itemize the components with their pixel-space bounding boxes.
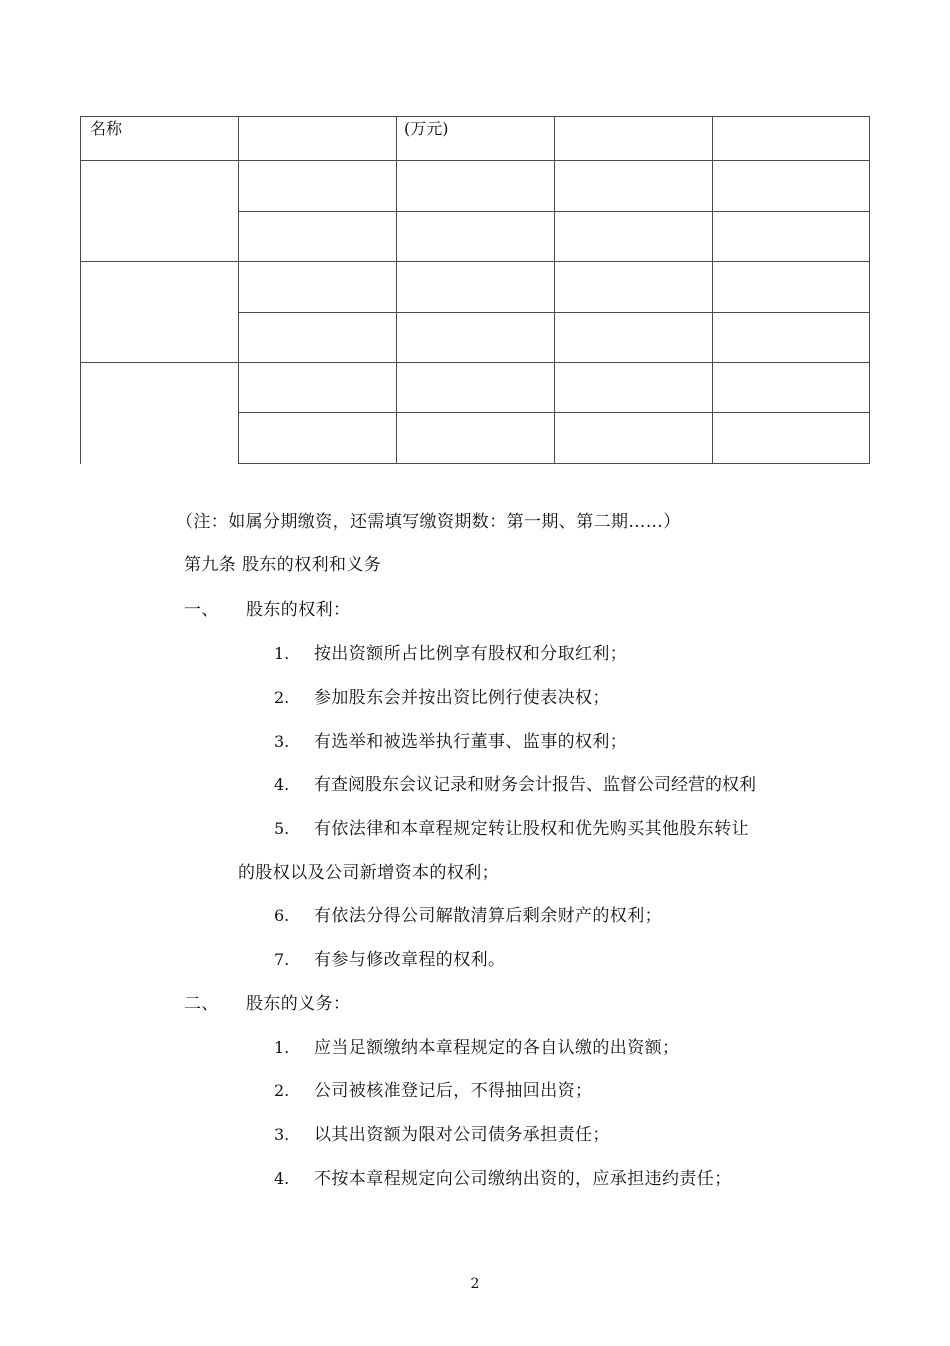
- list-item-text: 有参与修改章程的权利。: [314, 950, 506, 970]
- installment-note: （注：如属分期缴资，还需填写缴资期数：第一期、第二期……）: [176, 512, 681, 532]
- table-col-line: [396, 116, 397, 464]
- table-header-name: 名称: [90, 119, 123, 138]
- article-title: 第九条 股东的权利和义务: [184, 555, 382, 575]
- table-row-line: [80, 160, 870, 161]
- list-item-number: 1.: [274, 644, 290, 663]
- list-item-number: 7.: [274, 950, 290, 969]
- duties-heading: 股东的义务：: [246, 994, 351, 1014]
- list-item-text: 以其出资额为限对公司债务承担责任；: [314, 1125, 610, 1145]
- list-item-text: 有依法分得公司解散清算后剩余财产的权利；: [314, 906, 662, 926]
- list-item-number: 1.: [274, 1038, 290, 1057]
- list-item-number: 2.: [274, 688, 290, 707]
- list-item-continuation: 的股权以及公司新增资本的权利；: [238, 863, 499, 883]
- list-item-number: 4.: [274, 1169, 290, 1188]
- table-row-line: [80, 362, 870, 363]
- table-border-right: [869, 116, 870, 464]
- table-row-line: [80, 261, 870, 262]
- list-item-number: 5.: [274, 819, 290, 838]
- table-border-top: [80, 116, 870, 117]
- list-item-text: 按出资额所占比例享有股权和分取红利；: [314, 644, 628, 664]
- list-item-number: 4.: [274, 775, 290, 794]
- list-item-text: 应当足额缴纳本章程规定的各自认缴的出资额；: [314, 1038, 680, 1058]
- list-item-text: 不按本章程规定向公司缴纳出资的，应承担违约责任；: [314, 1169, 732, 1189]
- table-header-unit: (万元): [404, 119, 449, 138]
- list-item-text: 有依法律和本章程规定转让股权和优先购买其他股东转让: [314, 819, 749, 839]
- list-item-number: 2.: [274, 1081, 290, 1100]
- table-border-left: [80, 116, 81, 464]
- table-col-line: [712, 116, 713, 464]
- duties-marker: 二、: [184, 994, 219, 1014]
- list-item-number: 3.: [274, 1125, 290, 1144]
- rights-marker: 一、: [184, 600, 219, 620]
- rights-heading: 股东的权利：: [246, 600, 351, 620]
- list-item-text: 有查阅股东会议记录和财务会计报告、监督公司经营的权利: [314, 775, 756, 795]
- list-item-text: 有选举和被选举执行董事、监事的权利；: [314, 732, 628, 752]
- list-item-text: 公司被核准登记后，不得抽回出资；: [314, 1081, 593, 1101]
- shareholder-table: [0, 0, 950, 470]
- list-item-number: 6.: [274, 906, 290, 925]
- list-item-number: 3.: [274, 732, 290, 751]
- page-number: 2: [470, 1276, 480, 1292]
- table-col-line: [554, 116, 555, 464]
- list-item-text: 参加股东会并按出资比例行使表决权；: [314, 688, 610, 708]
- table-col-line: [238, 116, 239, 464]
